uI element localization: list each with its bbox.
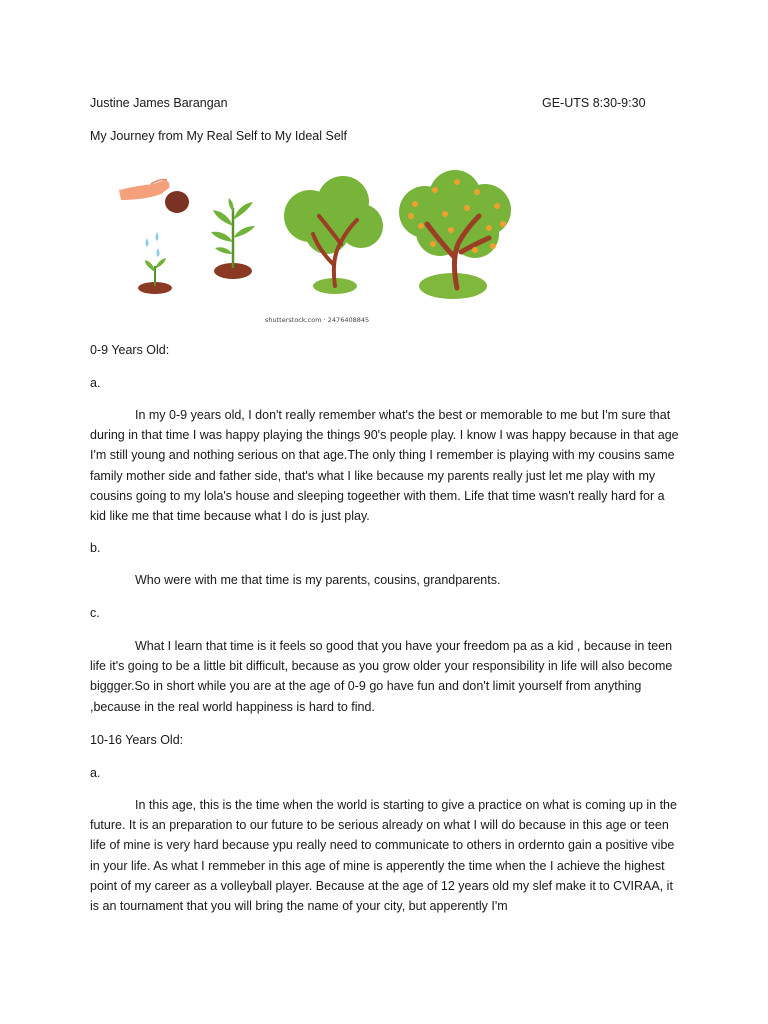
item-label-a-2: a. [90, 766, 101, 780]
item-label-b: b. [90, 541, 101, 555]
section-heading-0-9: 0-9 Years Old: [90, 343, 170, 357]
document-title: My Journey from My Real Self to My Ideal Self [90, 129, 348, 143]
hand-planting-seed-icon [119, 180, 189, 214]
paragraph-10-16-a: In this age, this is the time when the world is starting to give a practice on what is coming up in the future. It is an preparation to our future to be serious already on what I will do because in this age or teen life of mine is very hard because ypu really need to communicate to others in ordernto gain a positive vibe in your life. As what I remmeber in this age of mine is apperently the time when the I achieve the highest point of my career as a volleyball player. Because at the age of 12 years old my slef make it to CVIRAA, it is an tournament that you will bring the name of your city, but apperently I'm [90, 798, 677, 914]
paragraph-0-9-c: What I learn that time is it feels so good that you have your freedom pa as a kid , because in teen life it's going to be a little bit difficult, because as you grow older your responsibility in life will also become biggger.So in short while you are at the age of 0-9 go have fun and don't limit yourself from anything ,because in the real world happiness is hard to find. [90, 639, 673, 714]
paragraph-0-9-b: Who were with me that time is my parents, cousins, grandparents. [135, 573, 501, 587]
item-label-c: c. [90, 606, 100, 620]
section-heading-10-16: 10-16 Years Old: [90, 733, 184, 747]
item-label-a: a. [90, 376, 101, 390]
course-schedule: GE-UTS 8:30-9:30 [542, 96, 646, 110]
tree-icon [284, 176, 383, 294]
paragraph-0-9-a: In my 0-9 years old, I don't really remember what's the best or memorable to me but I'm sure that during in that time I was happy playing the things 90's people play. I know I was happy because in that age I'm still young and nothing serious on that age.The only thing I remember is playing with my cousins same family mother side and father side, that's what I like because my parents really just let me play with my cousins going to my lola's house and sleeping togeether with them. Life that time wasn't really hard for a kid like me that time because what I do is just play. [90, 408, 679, 524]
sprout-icon [138, 232, 172, 294]
image-credit: shutterstock.com · 2476408845 [265, 316, 370, 324]
young-plant-icon [211, 198, 255, 279]
fruit-tree-icon [399, 170, 511, 299]
growth-illustration [105, 168, 535, 330]
author-name: Justine James Barangan [90, 96, 228, 110]
